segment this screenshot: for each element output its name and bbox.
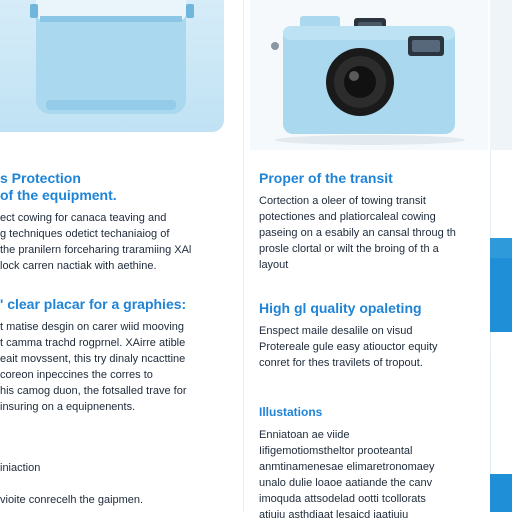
body-text-line: Enspect maile desalile on visud bbox=[259, 325, 413, 337]
edge-strip bbox=[490, 474, 512, 512]
body-text-line: g techniques odetict techaniaiog of bbox=[0, 228, 170, 240]
body-text-line: Iifigemotiomstheltor prooteantal bbox=[259, 445, 413, 457]
body-text-line: coreon inpeccines the corres to bbox=[0, 369, 153, 381]
edge-strip bbox=[490, 238, 512, 258]
section-heading: of the equipment. bbox=[0, 187, 117, 203]
body-text-line: vioite conrecelh the gaipmen. bbox=[0, 494, 144, 506]
section-heading: s Protection bbox=[0, 170, 81, 186]
column-divider-left bbox=[243, 0, 244, 512]
body-text-line: t camma trachd rogprnel. XAirre atible bbox=[0, 337, 186, 349]
body-text-line: layout bbox=[259, 259, 289, 271]
edge-strip bbox=[490, 258, 512, 332]
body-text-line: atiuiu asthdiaat lesaicd iaatiuiu bbox=[259, 509, 409, 521]
body-text-line: ect cowing for canaca teaving and bbox=[0, 212, 167, 224]
section-transit bbox=[259, 170, 487, 273]
body-text-line: his camog duon, the fotsalled trave for bbox=[0, 385, 187, 397]
body-text-line: Cortection a oleer of towing transit bbox=[259, 195, 426, 207]
instant-camera-illustration bbox=[250, 0, 488, 150]
section-illustrations bbox=[259, 404, 487, 523]
body-text-line: potectiones and platiorcaleal cowing bbox=[259, 211, 436, 223]
edge-strip bbox=[490, 354, 512, 474]
body-text-line: the pranilern forceharing traramiing XAl bbox=[0, 244, 192, 256]
section-bottom-left bbox=[0, 460, 236, 508]
body-text-line: t matise desgin on carer wiid mooving bbox=[0, 321, 185, 333]
camera-body-illustration bbox=[0, 0, 224, 132]
body-text-line: eait movssent, this try dinaly ncacttine bbox=[0, 353, 186, 365]
section-quality bbox=[259, 300, 487, 371]
body-text-line: unalo dulie loaoe aatiande the canv bbox=[259, 477, 433, 489]
product-image-left bbox=[0, 0, 224, 132]
body-text-line: lock carren nactiak with aethine. bbox=[0, 260, 157, 272]
section-graphics bbox=[0, 296, 236, 415]
section-protection bbox=[0, 170, 236, 274]
body-text-line bbox=[0, 476, 236, 492]
body-text-line: prosle clortal or wilt the broing of th a bbox=[259, 243, 439, 255]
body-text-line: iniaction bbox=[0, 462, 41, 474]
body-text-line: insuring on a equipnenents. bbox=[0, 401, 136, 413]
body-text-line: Protereale gule easy atiouctor equity bbox=[259, 341, 438, 353]
body-text-line: imoquda attsodelad ootti tcollorats bbox=[259, 493, 426, 505]
section-heading: High gl quality opaleting bbox=[259, 300, 422, 316]
body-text-line: paseing on a esabily an cansal throug th bbox=[259, 227, 456, 239]
body-text-line: Enniatoan ae viide bbox=[259, 429, 350, 441]
section-heading: Proper of the transit bbox=[259, 170, 393, 186]
section-heading: Illustations bbox=[259, 405, 323, 419]
section-heading: ' clear placar for a graphies: bbox=[0, 296, 187, 312]
body-text-line: conret for thes travilets of tropout. bbox=[259, 357, 423, 369]
product-image-right bbox=[250, 0, 488, 150]
edge-strip bbox=[490, 0, 512, 150]
body-text-line: anmtinamenesae elimaretronomaey bbox=[259, 461, 435, 473]
